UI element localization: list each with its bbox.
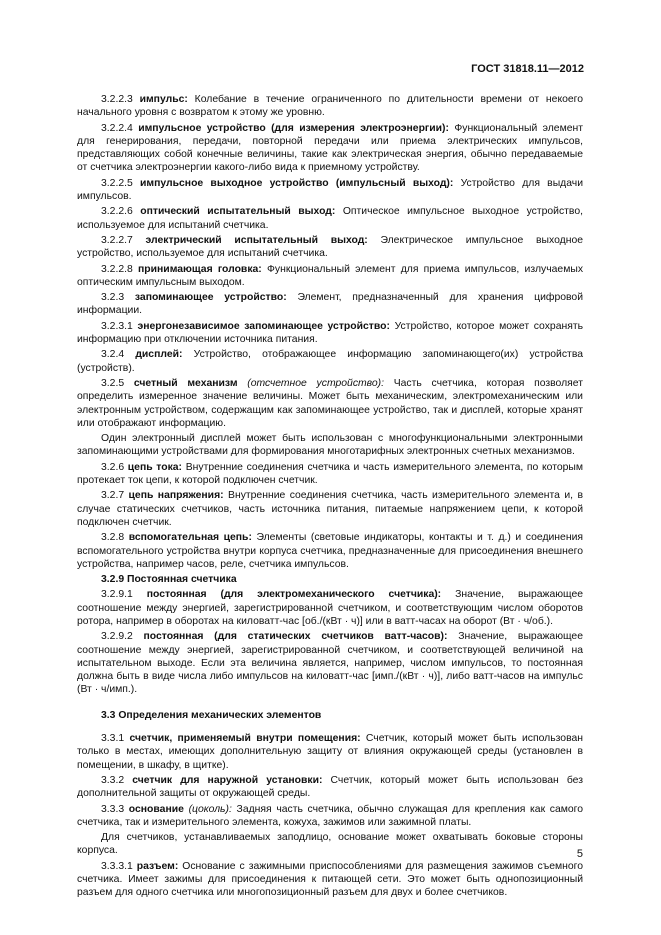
definition-text: Колебание в течение ограниченного по длительности времени от некоего начального уровня с возвратом к этому же уровню. — [77, 94, 584, 119]
document-header: ГОСТ 31818.11—2012 — [471, 63, 584, 75]
definition-text: Основание с зажимными приспособлениями для размещения зажимов съемного счетчика. Имеет зажимы для присоединения к питающей сети. Это может быть однопозиционный разъем для одного счетчика или многопозиционный разъем для двух и более счетчиков. — [77, 860, 584, 899]
clause-number: 3.3.1 — [101, 733, 125, 745]
definition-paragraph — [77, 234, 583, 261]
defined-term: импульсное выходное устройство (импульсный выход): — [140, 177, 454, 189]
clause-number: 3.3.3 — [101, 803, 125, 815]
definition-paragraph — [77, 377, 583, 430]
definition-paragraph — [77, 177, 583, 204]
defined-term: постоянная (для электромеханического счетчика): — [146, 589, 442, 601]
definition-paragraph — [77, 774, 583, 801]
definition-paragraph — [77, 630, 583, 696]
definition-paragraph — [77, 732, 583, 772]
definition-paragraph — [77, 348, 583, 375]
definition-text: Устройство, отображающее информацию запоминающего(их) устройства (устройств). — [77, 349, 584, 374]
defined-term: энергонезависимое запоминающее устройство: — [137, 320, 390, 332]
definition-text: Элемент, предназначенный для хранения цифровой информации. — [77, 292, 584, 317]
clause-number: 3.2.5 — [101, 377, 125, 389]
clause-number: 3.2.2.5 — [101, 177, 133, 189]
term-synonym: (отсчетное устройство): — [247, 377, 384, 389]
definition-paragraph — [77, 291, 583, 318]
definition-paragraph — [77, 531, 583, 571]
defined-term: запоминающее устройство: — [134, 292, 287, 304]
defined-term: цепь тока: — [127, 461, 183, 473]
definition-text: Электрическое импульсное выходное устройство, используемое для испытаний счетчика. — [77, 234, 584, 260]
definition-paragraph — [77, 432, 583, 459]
defined-term: вспомогательная цепь: — [128, 532, 252, 544]
clause-number: 3.3.2 — [101, 774, 125, 786]
definition-paragraph — [77, 263, 583, 290]
definition-text: Внутренние соединения счетчика, часть измерительного элемента и, в случае статических счетчиков, часть источника питания, питаемые напряжением цепи, к которой подключен счетчик. — [77, 490, 584, 528]
definition-paragraph — [77, 831, 583, 858]
clause-number: 3.2.2.4 — [101, 122, 133, 134]
clause-number: 3.2.4 — [101, 349, 125, 361]
clause-number: 3.2.2.6 — [101, 206, 133, 218]
definition-text: Функциональный элемент для приема импульсов, излучаемых оптическим импульсным выходом. — [77, 263, 584, 288]
clause-number: 3.2.2.7 — [101, 234, 133, 246]
defined-term: дисплей: — [135, 349, 183, 361]
definition-text: Часть счетчика, которая позволяет определить измеренное значение величины. Может быть механическим, электромеханическим или электронным устройством, содержащим как запоминающее устройство, так и дисплей, которые хранят или отображают информацию. — [77, 377, 583, 429]
defined-term: принимающая головка: — [138, 263, 262, 275]
document-body — [77, 93, 583, 902]
definition-text: Для счетчиков, устанавливаемых заподлицо, основание может охватывать боковые стороны корпуса. — [77, 832, 583, 857]
subsection-heading: 3.2.9 Постоянная счетчика — [101, 574, 237, 586]
definition-paragraph — [77, 489, 583, 529]
clause-number: 3.2.7 — [101, 490, 125, 502]
definition-text: Внутренние соединения счетчика и часть измерительного элемента, по которым протекает ток цепи, к которой подключен счетчик. — [77, 461, 584, 487]
clause-number: 3.2.9.1 — [101, 589, 133, 601]
definition-text: Устройство, которое может сохранять информацию при отключении источника питания. — [77, 320, 584, 346]
definition-text: Элементы (световые индикаторы, контакты и т. д.) и соединения вспомогательного устройства внутри корпуса счетчика, предназначенные для присоединения внешнего устройства, например часов, реле, счетчика импульсов. — [77, 532, 583, 570]
clause-number: 3.2.2.8 — [101, 263, 133, 275]
definition-text: Счетчик, который может быть использован без дополнительной защиты от окружающей среды. — [77, 774, 583, 800]
clause-number: 3.3.3.1 — [101, 860, 133, 872]
clause-number: 3.2.6 — [101, 461, 125, 473]
definition-text: Значение, выражающее соотношение между энергией, зарегистрированной счетчиком, и соответствующей величиной на испытательном выходе. Если эта величина является, например, числом импульсов, то постоянная должна быть в виде числа либо импульсов на киловатт-час [имп./(кВт · ч)], либо ватт-часов на импульс (Вт · ч/имп.). — [77, 631, 583, 696]
definition-paragraph — [77, 93, 583, 120]
definition-paragraph — [77, 860, 583, 900]
defined-term: счетчик для наружной установки: — [132, 774, 323, 786]
definition-text: Счетчик, который может быть использован только в местах, имеющих дополнительную защиту от влияния окружающей среды (установлен в помещении, в шкафу, в щитке). — [77, 733, 584, 771]
defined-term: оптический испытательный выход: — [140, 206, 336, 218]
clause-number: 3.2.9.2 — [101, 631, 133, 643]
term-synonym: (цоколь): — [188, 803, 232, 815]
defined-term: электрический испытательный выход: — [145, 234, 368, 246]
section-heading: 3.3 Определения механических элементов — [101, 709, 322, 721]
defined-term: счетный механизм — [133, 377, 238, 389]
definition-paragraph — [77, 320, 583, 347]
definition-paragraph — [77, 588, 583, 628]
definition-text: Один электронный дисплей может быть использован с многофункциональными электронными запоминающими устройствами для формирования многотарифных электронных счетных механизмов. — [77, 433, 583, 458]
definition-paragraph — [77, 803, 583, 830]
definition-text: Функциональный элемент для генерирования, передачи, повторной передачи или приема электрических импульсов, представляющих собой конечные величины, такие как электрическая энергия, обычно передаваемые от счетчика электроэнергии какого-либо вида к приемному устройству. — [77, 122, 583, 174]
definition-paragraph — [77, 122, 583, 175]
definition-text: Задняя часть счетчика, обычно служащая для крепления как самого счетчика, так и измерительного элемента, кожуха, зажимов или зажимной платы. — [77, 803, 584, 828]
clause-number: 3.2.8 — [101, 532, 125, 544]
defined-term: счетчик, применяемый внутри помещения: — [129, 733, 361, 745]
definition-text: Значение, выражающее соотношение между энергией, зарегистрированной счетчиком, и соответствующим числом оборотов ротора, например в оборотах на киловатт-час [об./(кВт · ч)] или в ватт-часах на оборот (Вт · ч/об.). — [77, 589, 584, 627]
clause-number: 3.2.3 — [101, 292, 125, 304]
defined-term: импульсное устройство (для измерения электроэнергии): — [138, 122, 449, 134]
defined-term: постоянная (для статических счетчиков ватт-часов): — [143, 631, 448, 643]
definition-text: Оптическое импульсное выходное устройство, используемое для испытаний счетчика. — [77, 206, 583, 231]
definition-paragraph — [77, 205, 583, 232]
definition-text: Устройство для выдачи импульсов. — [77, 177, 584, 203]
defined-term: цепь напряжения: — [128, 490, 224, 502]
clause-number: 3.2.3.1 — [101, 320, 133, 332]
defined-term: импульс: — [139, 94, 188, 105]
definition-paragraph — [77, 461, 583, 488]
clause-number: 3.2.2.3 — [101, 94, 133, 105]
defined-term: основание — [128, 803, 184, 815]
defined-term: разъем: — [136, 860, 179, 872]
page-number: 5 — [576, 848, 583, 860]
